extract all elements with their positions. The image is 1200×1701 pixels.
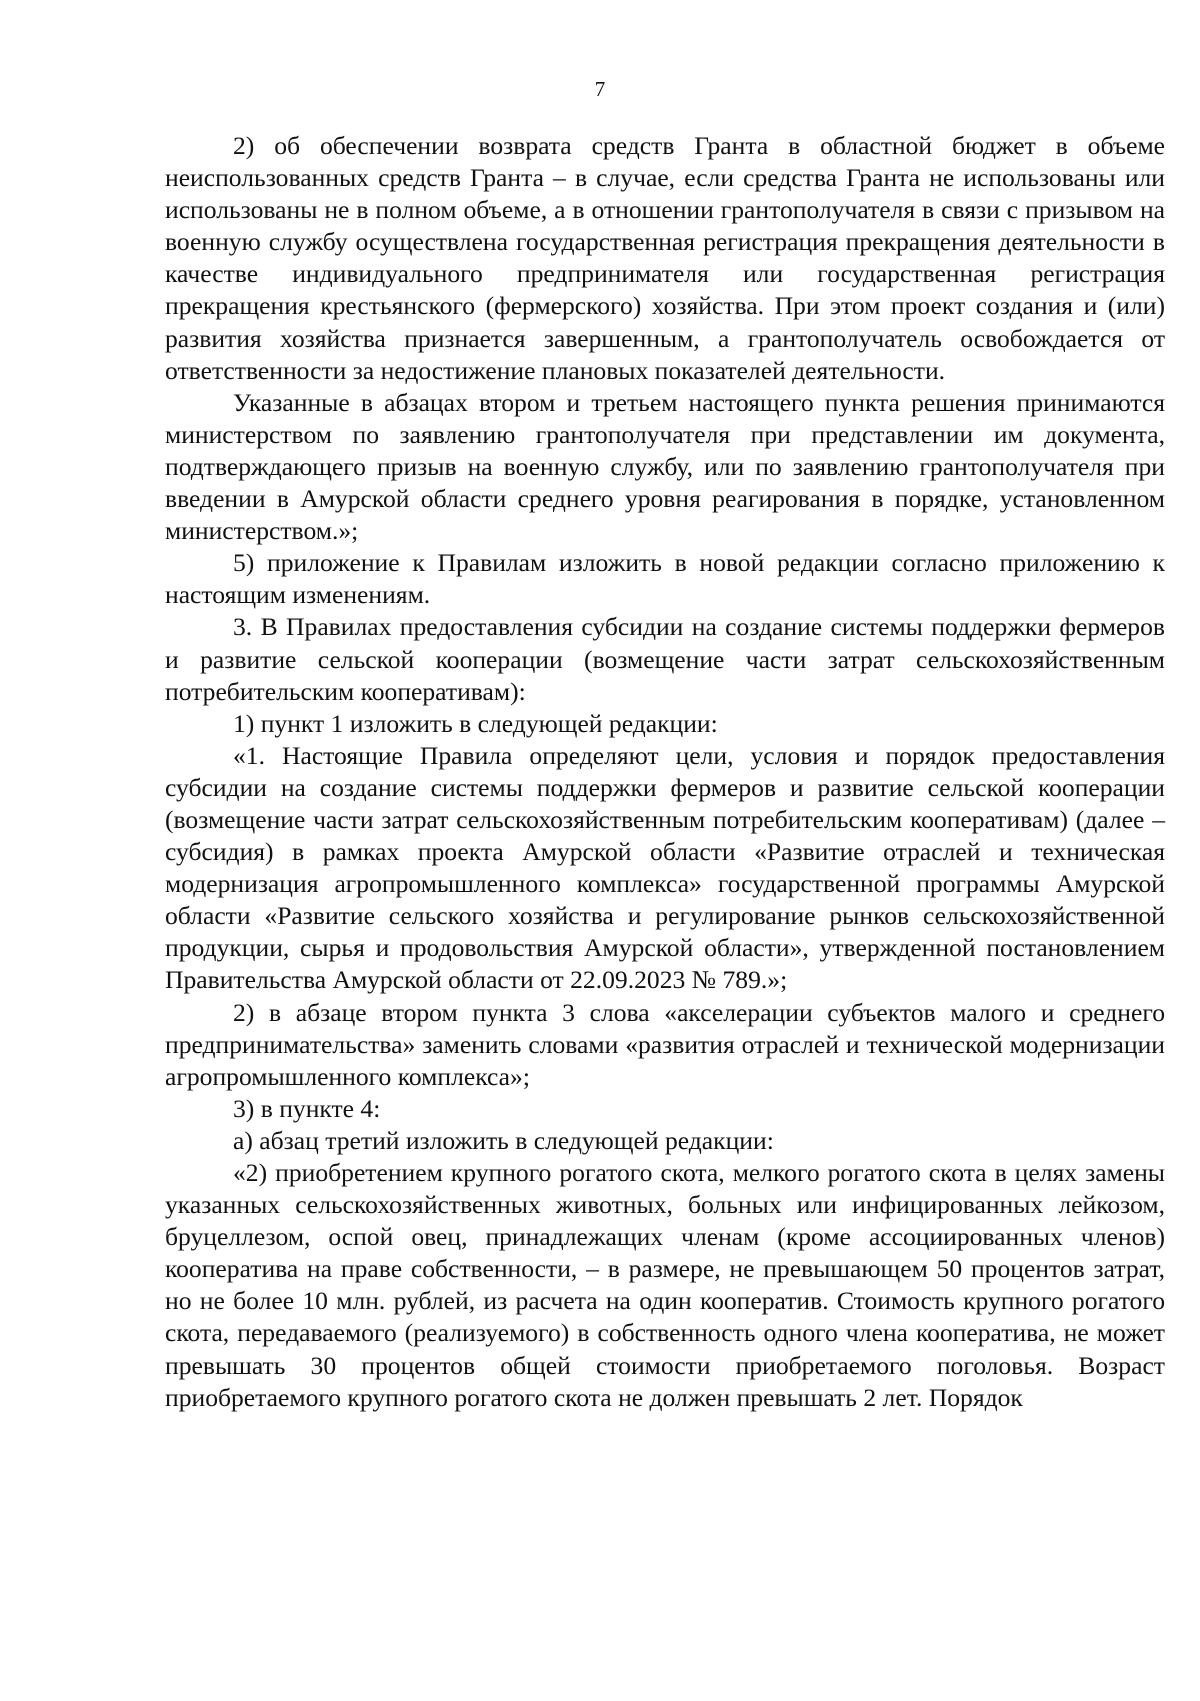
paragraph-item-1: 1) пункт 1 изложить в следующей редакции:	[233, 708, 718, 738]
paragraph-item-2: 2) в абзаце втором пункта 3 слова «акселерации субъектов малого и среднего предпринимательства» заменить словами «развития отраслей и технической модернизации агропромышленного комплекса»;	[165, 997, 1165, 1091]
page-number: 7	[594, 77, 606, 101]
paragraph-subitem-a: а) абзац третий изложить в следующей редакции:	[233, 1125, 774, 1155]
paragraph-rules-purpose: «1. Настоящие Правила определяют цели, условия и порядок предоставления субсидии на создание системы поддержки фермеров и развитие сельской кооперации (возмещение части затрат сельскохозяйственным потребительским кооперативам) (далее – субсидия) в рамках проекта Амурской области «Развитие отраслей и техническая модернизация агропромышленного комплекса» государственной программы Амурской области «Развитие сельского хозяйства и регулирование рынков сельскохозяйственной продукции, сырья и продовольствия Амурской области», утвержденной постановлением Правительства Амурской области от 22.09.2023 № 789.»;	[165, 740, 1165, 995]
paragraph-appendix: 5) приложение к Правилам изложить в новой редакции согласно приложению к настоящим изменениям.	[165, 548, 1165, 610]
paragraph-decisions: Указанные в абзацах втором и третьем настоящего пункта решения принимаются министерством по заявлению грантополучателя при представлении им документа, подтверждающего призыв на военную службу, или по заявлению грантополучателя при введении в Амурской области среднего уровня реагирования в порядке, установленном министерством.»;	[165, 387, 1165, 546]
paragraph-grant-refund: 2) об обеспечении возврата средств Гранта в областной бюджет в объеме неиспользованных средств Гранта – в случае, если средства Гранта не использованы или использованы не в полном объеме, а в отношении грантополучателя в связи с призывом на военную службу осуществлена государственная регистрация прекращения деятельности в качестве индивидуального предпринимателя или государственная регистрация прекращения крестьянского (фермерского) хозяйства. При этом проект создания и (или) развития хозяйства признается завершенным, а грантополучатель освобождается от ответственности за недостижение плановых показателей деятельности.	[165, 131, 1165, 385]
paragraph-section-3: 3. В Правилах предоставления субсидии на создание системы поддержки фермеров и развитие сельской кооперации (возмещение части затрат сельскохозяйственным потребительским кооперативам):	[165, 612, 1165, 706]
paragraph-item-3: 3) в пункте 4:	[233, 1093, 381, 1123]
paragraph-cattle-purchase: «2) приобретением крупного рогатого скота, мелкого рогатого скота в целях замены указанных сельскохозяйственных животных, больных или инфицированных лейкозом, бруцеллезом, оспой овец, принадлежащих членам (кроме ассоциированных членов) кооператива на праве собственности, – в размере, не превышающем 50 процентов затрат, но не более 10 млн. рублей, из расчета на один кооператив. Стоимость крупного рогатого скота, передаваемого (реализуемого) в собственность одного члена кооператива, не может превышать 30 процентов общей стоимости приобретаемого поголовья. Возраст приобретаемого крупного рогатого скота не должен превышать 2 лет. Порядок	[165, 1158, 1165, 1412]
document-body	[165, 130, 1165, 1414]
